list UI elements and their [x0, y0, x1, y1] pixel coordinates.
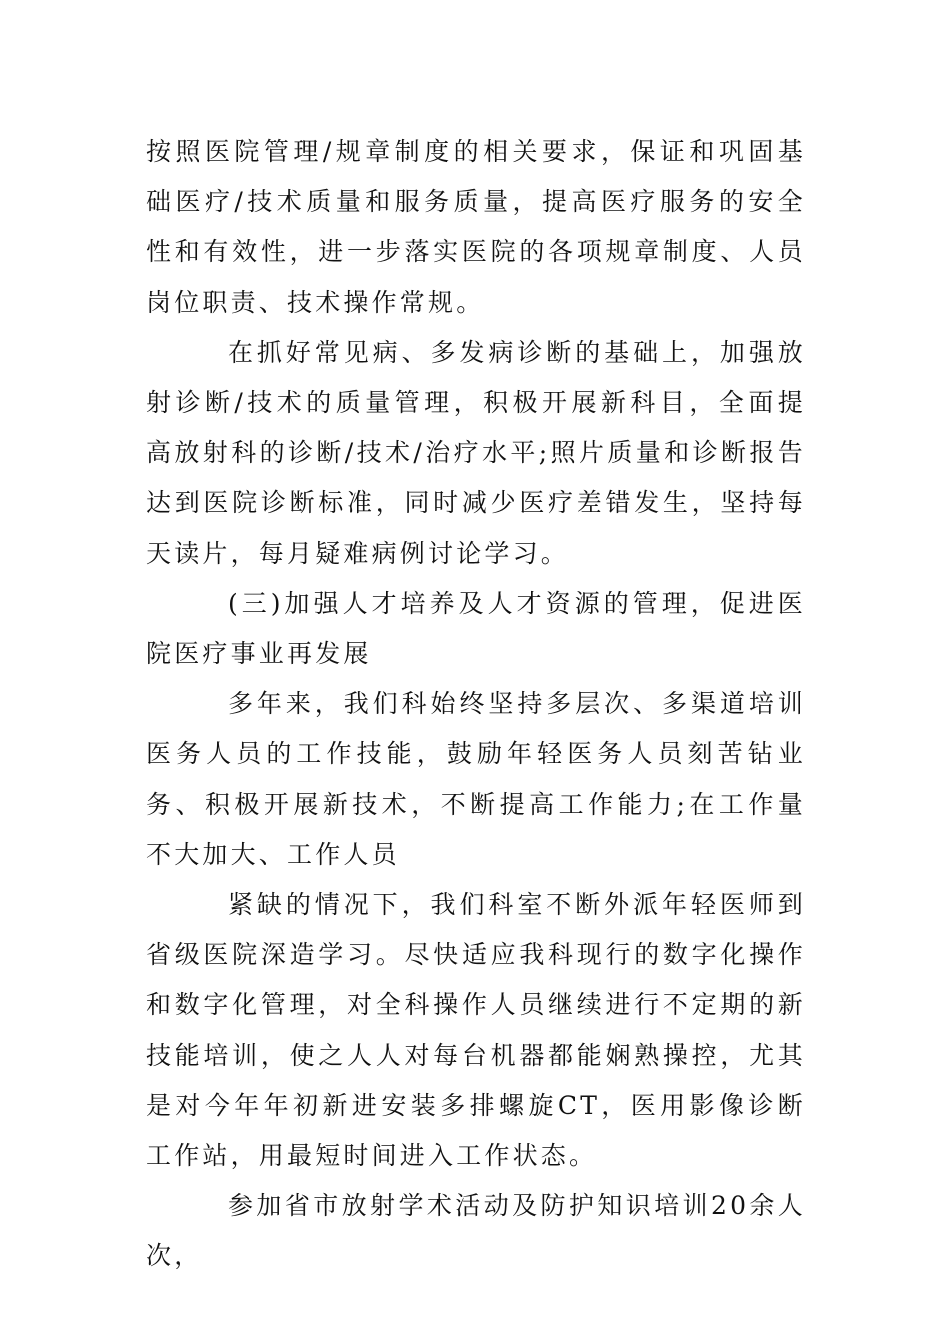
paragraph-intro: 按照医院管理/规章制度的相关要求，保证和巩固基础医疗/技术质量和服务质量，提高医疗服务的安全性和有效性，进一步落实医院的各项规章制度、人员岗位职责、技术操作常规。	[146, 137, 806, 317]
section-heading-talent: (三)加强人才培养及人才资源的管理，促进医院医疗事业再发展	[146, 588, 806, 669]
paragraph-staff-training: 多年来，我们科始终坚持多层次、多渠道培训医务人员的工作技能，鼓励年轻医务人员刻苦钻业务、积极开展新技术，不断提高工作能力;在工作量不大加大、工作人员	[146, 689, 806, 869]
document-page	[146, 127, 806, 1282]
paragraph-further-study: 紧缺的情况下，我们科室不断外派年轻医师到省级医院深造学习。尽快适应我科现行的数字化操作和数字化管理，对全科操作人员继续进行不定期的新技能培训，使之人人对每台机器都能娴熟操控，尤其是对今年年初新进安装多排螺旋CT，医用影像诊断工作站，用最短时间进入工作状态。	[146, 890, 806, 1171]
paragraph-diagnosis-quality: 在抓好常见病、多发病诊断的基础上，加强放射诊断/技术的质量管理，积极开展新科目，全面提高放射科的诊断/技术/治疗水平;照片质量和诊断报告达到医院诊断标准，同时减少医疗差错发生，坚持每天读片，每月疑难病例讨论学习。	[146, 337, 806, 568]
paragraph-academic-activities: 参加省市放射学术活动及防护知识培训20余人次，	[146, 1191, 806, 1271]
